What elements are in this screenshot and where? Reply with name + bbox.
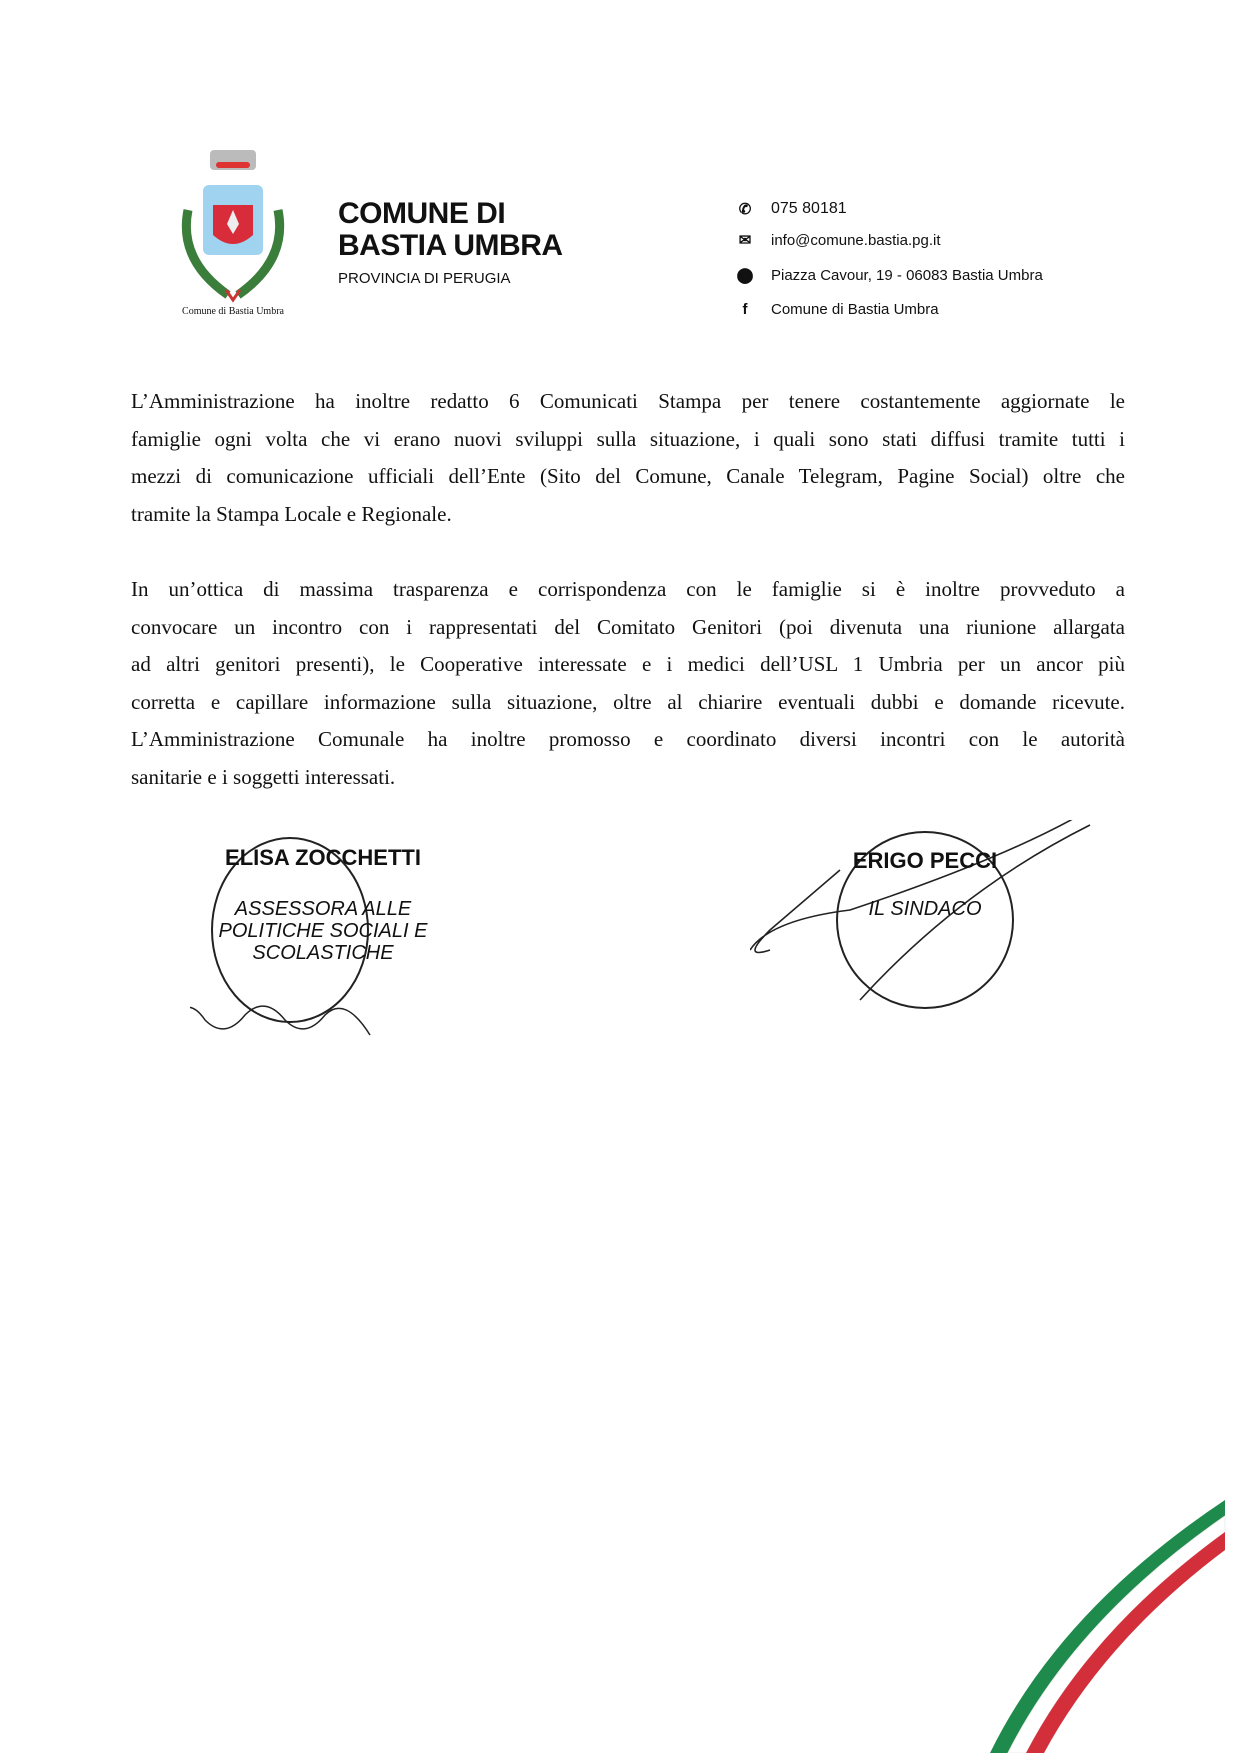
map-pin-icon: ⬤: [736, 267, 754, 284]
text-line: convocare un incontro con i rappresentati del Comitato Genitori (poi divenuta una riunione allargata: [131, 614, 1125, 639]
facebook-text: Comune di Bastia Umbra: [771, 301, 939, 318]
facebook-icon: f: [742, 301, 748, 318]
role-line: ASSESSORA ALLE: [234, 898, 412, 920]
text-line: famiglie ogni volta che vi erano nuovi sviluppi sulla situazione, i quali sono stati diffusi tramite tutti i: [131, 426, 1125, 451]
paragraph-1: [131, 383, 1125, 533]
text-line: ad altri genitori presenti), le Cooperative interessate e i medici dell’USL 1 Umbria per un ancor più: [131, 652, 1125, 677]
phone-text: 075 80181: [771, 200, 847, 217]
signatory-role-right: [850, 898, 1000, 920]
role-line: POLITICHE SOCIALI E: [218, 920, 428, 942]
text-line: In un’ottica di massima trasparenza e corrispondenza con le famiglie si è inoltre provveduto a: [131, 577, 1125, 601]
municipality-name: [338, 198, 563, 262]
text-line: sanitarie e i soggetti interessati.: [131, 764, 396, 789]
phone-icon: ✆: [738, 201, 752, 218]
text-line: mezzi di comunicazione ufficiali dell’Ente (Sito del Comune, Canale Telegram, Pagine Social) oltre che: [131, 464, 1125, 489]
email-text: info@comune.bastia.pg.it: [771, 231, 941, 249]
province-subtitle: PROVINCIA DI PERUGIA: [338, 270, 511, 287]
signatory-role-left: [193, 898, 453, 964]
address-text: Piazza Cavour, 19 - 06083 Bastia Umbra: [771, 266, 1043, 284]
text-line: L’Amministrazione Comunale ha inoltre promosso e coordinato diversi incontri con le autorità: [131, 727, 1125, 752]
title-line-2: BASTIA UMBRA: [338, 229, 563, 262]
contact-facebook[interactable]: [735, 301, 939, 318]
contact-email[interactable]: [735, 231, 941, 249]
role-line: SCOLASTICHE: [252, 942, 394, 964]
mail-icon: ✉: [738, 232, 752, 249]
text-line: corretta e capillare informazione sulla situazione, oltre al chiarire eventuali dubbi e domande ricevute.: [131, 689, 1125, 714]
signatory-name-right: ERIGO PECCI: [852, 848, 998, 873]
italian-flag-ribbon: [980, 1490, 1240, 1753]
signatory-name-left: ELISA ZOCCHETTI: [225, 845, 421, 870]
role-line: IL SINDACO: [868, 898, 982, 920]
text-line: tramite la Stampa Locale e Regionale.: [131, 501, 452, 526]
contact-address: [735, 266, 1043, 284]
contact-phone: [735, 200, 847, 218]
paragraph-2: [131, 571, 1125, 797]
title-line-1: COMUNE DI: [338, 197, 506, 230]
coat-of-arms-logo: [168, 150, 298, 325]
text-line: L’Amministrazione ha inoltre redatto 6 Comunicati Stampa per tenere costantemente aggiornate le: [131, 389, 1125, 413]
logo-caption: Comune di Bastia Umbra: [182, 306, 284, 317]
